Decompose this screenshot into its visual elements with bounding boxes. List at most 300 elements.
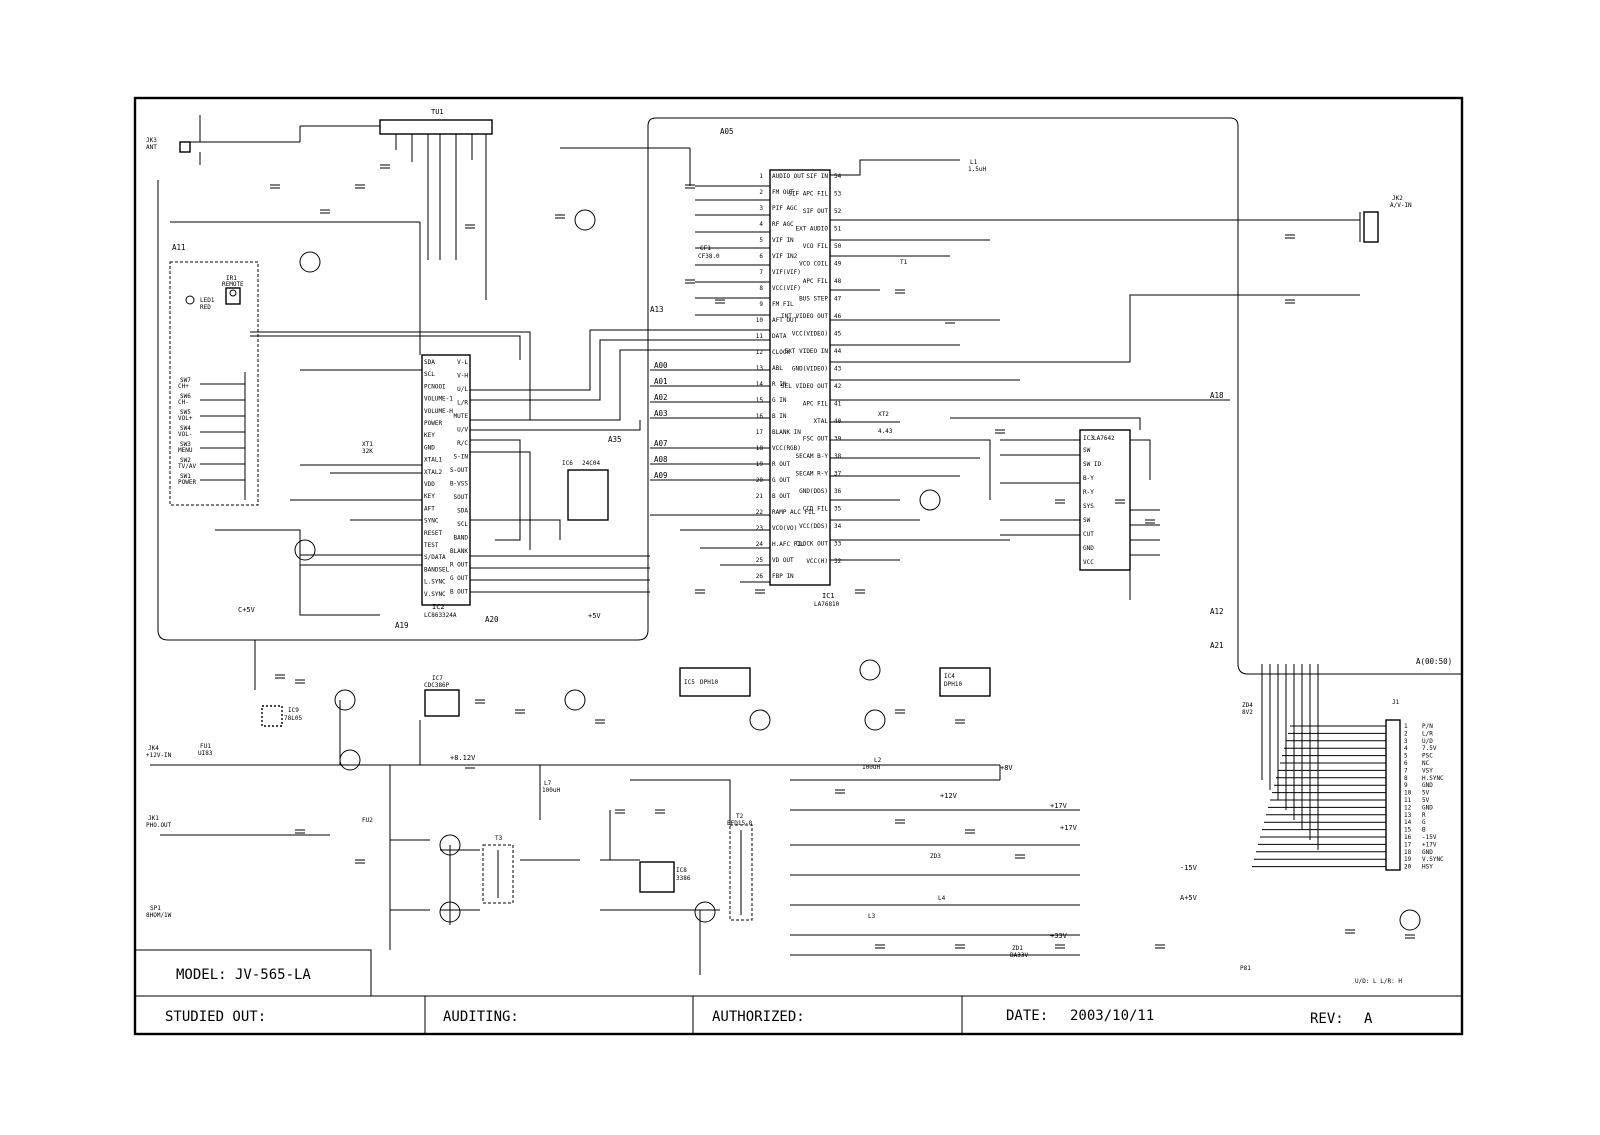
ic2-pin-label: SYNC: [424, 517, 439, 525]
ic1-pin-label: DATA: [772, 333, 787, 340]
ic2-pin-label: RESET: [424, 529, 443, 537]
svg-text:1.5uH: 1.5uH: [968, 166, 987, 173]
ic1-pin-number: 54: [834, 173, 842, 180]
svg-text:+12V-IN: +12V-IN: [146, 752, 172, 759]
voltage-label: C+5V: [238, 606, 255, 614]
connector-pin-label: GND: [1422, 782, 1433, 790]
connector-pin-number: 17: [1404, 841, 1412, 849]
key-function: VOL+: [178, 415, 193, 422]
ic1-pin-label: VCC(DDS): [799, 523, 828, 530]
connector-pin-labels: [1404, 723, 1444, 871]
svg-text:JK1: JK1: [148, 815, 159, 822]
ic1-pin-number: 47: [834, 295, 842, 303]
ic1-pin-label: VIF IN: [772, 237, 794, 244]
connector-pin-label: 5V: [1422, 789, 1430, 797]
svg-text:L2: L2: [874, 757, 882, 764]
svg-text:L1: L1: [970, 159, 978, 166]
ic1-pin-number: 48: [834, 278, 842, 285]
ic8-pwm: [640, 862, 691, 892]
ic1-pin-label: R IN: [772, 381, 787, 388]
ic2-pin-label: G OUT: [449, 575, 468, 582]
ic1-pin-label: AUDIO OUT: [772, 173, 805, 180]
ic1-pin-label: VCO FIL: [802, 243, 828, 250]
ic4-horizontal: [940, 668, 990, 696]
connector-pin-number: 2: [1404, 730, 1408, 738]
av-jack-jk2: [1360, 195, 1412, 242]
key-function: POWER: [178, 479, 197, 486]
net-label: A05: [720, 127, 734, 136]
connector-pin-number: 7: [1404, 767, 1408, 775]
ic1-pin-label: H.AFC FIL: [772, 541, 805, 548]
ic7-regulator: [424, 675, 459, 716]
ic1-pin-number: 7: [759, 269, 763, 276]
svg-text:FU2: FU2: [362, 817, 373, 824]
key-switch-ref: SW3: [180, 441, 191, 448]
connector-pin-number: 10: [1404, 789, 1412, 797]
ic1-pin-label: VCC(VIF): [772, 285, 801, 292]
ic1-pin-label: FM OUT: [772, 189, 794, 196]
transistor-body: [865, 710, 885, 730]
connector-pin-number: 18: [1404, 848, 1412, 856]
ic2-pin-label: BANDSEL: [424, 566, 450, 574]
connector-pin-number: 16: [1404, 834, 1412, 841]
ic1-pin-label: BLANK IN: [772, 429, 801, 436]
svg-text:L4: L4: [938, 895, 946, 902]
voltage-label: +33V: [1050, 932, 1067, 940]
connector-pin-number: 3: [1404, 737, 1408, 745]
ic3-pin-label: SW: [1083, 517, 1091, 524]
ic1-pin-label: GND(DDS): [799, 488, 828, 495]
transistor-body: [695, 902, 715, 922]
ic1-pin-label: EXT AUDIO: [795, 225, 828, 233]
ic1-pin-number: 50: [834, 243, 842, 250]
svg-text:IC1: IC1: [822, 592, 835, 600]
ic1-pin-number: 46: [834, 313, 842, 320]
svg-text:IC3: IC3: [1083, 435, 1094, 442]
ic3-pin-label: GND: [1083, 545, 1094, 552]
net-label: A03: [654, 409, 668, 418]
tuner-tu1: [300, 108, 492, 300]
antenna-jack-jk3: [146, 115, 300, 165]
net-label: A19: [395, 621, 409, 630]
connector-pin-label: -15V: [1422, 834, 1437, 841]
ic3-pin-label: CUT: [1083, 531, 1094, 538]
connector-pin-number: 6: [1404, 760, 1408, 767]
ic1-pin-label: VCC(VIDEO): [791, 330, 828, 338]
connector-pin-label: U/D: [1422, 737, 1433, 745]
voltage-label: +5V: [588, 612, 601, 620]
svg-text:EFD15-8: EFD15-8: [727, 820, 753, 827]
connector-pin-number: 12: [1404, 804, 1412, 812]
ic1-pin-label: VIF IN2: [772, 253, 798, 260]
ic2-pin-label: V.SYNC: [424, 590, 446, 598]
net-label: A09: [654, 471, 668, 480]
ic1-pin-number: 12: [755, 349, 763, 356]
ic1-pin-number: 19: [755, 461, 763, 468]
svg-text:8V2: 8V2: [1242, 709, 1253, 716]
ic2-pin-label: GND: [424, 444, 435, 452]
ic2-pin-label: L/R: [457, 399, 468, 407]
transistor-body: [860, 660, 880, 680]
connector-pin-number: 20: [1404, 863, 1412, 871]
voltage-label: +12V: [940, 792, 957, 800]
net-label: A35: [608, 435, 622, 444]
key-switch-ref: SW1: [180, 473, 191, 480]
voltage-label: +8.12V: [450, 754, 476, 762]
ic2-pin-label: U/L: [457, 386, 468, 393]
ic1-pin-number: 14: [755, 381, 763, 388]
ic1-pin-label: VCO COIL: [799, 260, 828, 268]
connector-pin-label: +17V: [1422, 841, 1437, 849]
net-label: A07: [654, 439, 668, 448]
ic2-pin-label: R/C: [457, 440, 468, 447]
ic2-pin-label: KEY: [424, 432, 435, 440]
ic2-pin-label: VOLUME-H: [424, 407, 453, 415]
svg-text:L3: L3: [868, 913, 876, 920]
svg-text:TU1: TU1: [431, 108, 444, 116]
voltage-labels: [238, 606, 1198, 940]
svg-text:IC8: IC8: [676, 867, 687, 874]
net-label: A13: [650, 305, 664, 314]
ic1-pin-number: 11: [755, 333, 763, 340]
ic1-pin-number: 39: [834, 435, 842, 443]
svg-text:BA33V: BA33V: [1010, 952, 1029, 959]
ic2-pin-label: U/V: [457, 426, 468, 434]
ic1-pin-number: 1: [759, 173, 763, 180]
ic1-pin-number: 3: [759, 205, 763, 212]
voltage-label: +17V: [1050, 802, 1067, 810]
ic1-pin-number: 38: [834, 453, 842, 460]
ic2-pin-label: BLANK: [449, 548, 468, 555]
ic1-pin-number: 32: [834, 558, 842, 565]
svg-text:PHO.OUT: PHO.OUT: [146, 822, 172, 829]
model-label: MODEL: JV-565-LA: [176, 967, 311, 983]
ic3-pin-label: SW ID: [1083, 461, 1102, 468]
ic1-pin-number: 4: [759, 221, 763, 228]
svg-text:4.43: 4.43: [878, 428, 893, 435]
svg-text:IC7: IC7: [432, 675, 443, 682]
svg-text:IC2: IC2: [432, 603, 445, 611]
ic5-vertical: [680, 668, 750, 696]
ic1-pin-number: 41: [834, 400, 842, 408]
svg-text:P81: P81: [1240, 965, 1251, 972]
net-label: A21: [1210, 641, 1224, 650]
transistor-body: [565, 690, 585, 710]
svg-text:IC9: IC9: [288, 707, 299, 714]
ic1-pin-number: 37: [834, 470, 842, 478]
ic1-pin-label: ABL: [772, 365, 783, 372]
ic2-pin-label: TEST: [424, 542, 439, 549]
ic1-pin-number: 5: [759, 237, 763, 244]
ic2-pin-label: V-L: [457, 359, 468, 366]
ic9-78l05: [262, 706, 302, 726]
ic1-pin-number: 34: [834, 523, 842, 530]
svg-text:IC4: IC4: [944, 673, 955, 680]
led1: [186, 296, 215, 311]
ic1-pin-number: 49: [834, 260, 842, 268]
ic1-pin-label: VCC(H): [806, 558, 828, 565]
svg-text:LED1: LED1: [200, 297, 215, 304]
svg-text:78L05: 78L05: [284, 715, 303, 722]
svg-text:ZD1: ZD1: [1012, 945, 1023, 952]
svg-text:32K: 32K: [362, 448, 373, 455]
auditing-label: AUDITING:: [443, 1009, 519, 1025]
ic2-pin-label: L.SYNC: [424, 578, 446, 586]
connector-pin-number: 13: [1404, 811, 1412, 819]
ic1-pin-number: 42: [834, 383, 842, 390]
ic1-pin-number: 2: [759, 189, 763, 196]
ic2-pin-label: POWER: [424, 420, 443, 427]
ic1-pin-number: 52: [834, 208, 842, 215]
ic2-pin-label: R OUT: [449, 561, 468, 569]
svg-text:UI83: UI83: [198, 750, 213, 757]
connector-pin-label: G: [1422, 819, 1426, 827]
transistor-body: [1400, 910, 1420, 930]
ic1-pin-label: RAMP ALC FIL: [772, 509, 816, 516]
connector-pin-number: 14: [1404, 819, 1412, 827]
net-label: A18: [1210, 391, 1224, 400]
connector-pin-label: H.SYNC: [1422, 774, 1444, 782]
svg-text:100uH: 100uH: [862, 764, 881, 771]
ic1-pin-label: B IN: [772, 413, 787, 420]
ic1-pin-number: 40: [834, 418, 842, 425]
ic1-pin-label: SIF IN: [806, 173, 828, 180]
ic1-pin-label: XTAL: [813, 418, 828, 425]
svg-text:IC6: IC6: [562, 460, 573, 467]
svg-text:T3: T3: [495, 835, 503, 842]
ic2-pin-label: SDA: [457, 507, 468, 515]
ic1-pin-number: 43: [834, 365, 842, 373]
key-switch-ref: SW6: [180, 393, 191, 400]
ic1-pin-label: RF AGC: [772, 221, 794, 228]
svg-text:XT2: XT2: [878, 411, 889, 418]
ic2-pin-label: XTAL1: [424, 456, 443, 464]
svg-text:CF38.0: CF38.0: [698, 253, 720, 260]
svg-text:JK3: JK3: [146, 137, 157, 144]
ic1-pin-label: VD OUT: [772, 557, 794, 564]
rev-label: REV:: [1310, 1011, 1344, 1027]
key-switch-ref: SW4: [180, 425, 191, 432]
key-function: CH+: [178, 383, 189, 390]
connector-pin-label: HSY: [1422, 863, 1433, 871]
ic1-pin-label: BUS STEP: [799, 295, 828, 303]
ic1-pin-number: 44: [834, 348, 842, 355]
svg-text:CF1: CF1: [700, 245, 711, 252]
ic1-pin-number: 6: [759, 253, 763, 260]
connector-pin-label: NC: [1422, 760, 1430, 767]
transistor-body: [340, 750, 360, 770]
ic2-pin-label: SCL: [424, 371, 435, 379]
connector-pin-number: 19: [1404, 856, 1412, 864]
voltage-label: A+5V: [1180, 894, 1197, 902]
ic1-pin-number: 21: [755, 493, 763, 500]
ic2-pin-label: B OUT: [449, 588, 468, 596]
key-switch-ref: SW5: [180, 409, 191, 416]
voltage-label: -15V: [1180, 864, 1197, 872]
date-label: DATE:: [1006, 1008, 1049, 1024]
ic2-pin-label: PCNOOI: [424, 383, 446, 391]
svg-text:LA7642: LA7642: [1093, 435, 1115, 442]
ic1-pin-number: 25: [755, 557, 763, 564]
ic6-eeprom: [562, 460, 608, 520]
connector-pin-number: 5: [1404, 752, 1408, 760]
connector-pin-label: PSC: [1422, 752, 1433, 760]
ic2-pin-label: B-VSS: [449, 480, 468, 488]
connector-pin-number: 4: [1404, 745, 1408, 753]
date-value: 2003/10/11: [1070, 1008, 1155, 1024]
svg-text:RED: RED: [200, 304, 211, 311]
svg-text:IC5: IC5: [684, 679, 695, 686]
svg-text:DPH10: DPH10: [700, 679, 719, 686]
ic1-pin-label: PIF AGC: [772, 205, 798, 212]
svg-text:T1: T1: [900, 259, 908, 266]
ic2-pin-label: BAND: [453, 534, 468, 542]
net-label: A01: [654, 377, 668, 386]
connector-pin-label: L/R: [1422, 730, 1433, 738]
ic1-pin-number: 13: [755, 365, 763, 372]
ic1-pin-label: CLOCK: [772, 349, 791, 356]
ic1-pin-label: INT VIDEO OUT: [781, 313, 828, 320]
connector-pin-number: 1: [1404, 723, 1408, 730]
ic3-pin-label: B-Y: [1083, 475, 1094, 482]
ic1-pin-label: SIF APC FIL: [788, 190, 828, 198]
voltage-label: +8V: [1000, 764, 1013, 772]
ic1-pin-number: 23: [755, 525, 763, 532]
key-switch-ref: SW2: [180, 457, 191, 464]
net-label: A20: [485, 615, 499, 624]
ic1-pin-number: 45: [834, 330, 842, 338]
studied-out-label: STUDIED OUT:: [165, 1009, 267, 1025]
ic1-pin-label: GND(VIDEO): [791, 365, 828, 373]
transistor-body: [335, 690, 355, 710]
ic2-pin-label: MUTE: [453, 413, 468, 420]
ic1-pin-label: SEL VIDEO OUT: [781, 383, 828, 390]
svg-text:JK2: JK2: [1392, 195, 1403, 202]
net-label: A12: [1210, 607, 1224, 616]
net-label: A(00:50): [1416, 657, 1453, 666]
ic1-pin-label: B OUT: [772, 493, 791, 500]
ic1-pin-label: AFT OUT: [772, 317, 798, 324]
svg-text:LC863324A: LC863324A: [424, 612, 457, 619]
ic1-pin-number: 8: [759, 285, 763, 292]
ic2-pin-label: AFT: [424, 505, 435, 513]
ic1-pin-label: G IN: [772, 397, 787, 404]
svg-text:CDC386P: CDC386P: [424, 682, 450, 689]
svg-text:3386: 3386: [676, 875, 691, 882]
rev-value: A: [1364, 1011, 1373, 1027]
connector-pin-label: V.SYNC: [1422, 856, 1444, 864]
connector-pin-number: 8: [1404, 774, 1408, 782]
svg-text:ZD3: ZD3: [930, 853, 941, 860]
connector-wiring: [1252, 664, 1386, 867]
svg-text:8HOM/1W: 8HOM/1W: [146, 912, 172, 919]
ic1-pin-label: G OUT: [772, 477, 791, 484]
ic1-pin-number: 53: [834, 190, 842, 198]
remote-receiver: [222, 275, 244, 304]
ic1-pin-number: 17: [755, 429, 763, 436]
connector-pin-number: 15: [1404, 826, 1412, 834]
ic2-pin-label: S-IN: [453, 453, 468, 461]
ic2-pin-label: VDD: [424, 481, 435, 488]
ic2-pin-label: SCL: [457, 521, 468, 528]
ic1-pin-label: VCC(RGB): [772, 445, 801, 452]
svg-text:JK4: JK4: [148, 745, 159, 752]
svg-text:T2: T2: [736, 813, 744, 820]
connector-pin-number: 11: [1404, 797, 1412, 804]
svg-text:IR1: IR1: [226, 275, 237, 282]
transistor-body: [300, 252, 320, 272]
ic1-pin-number: 36: [834, 488, 842, 495]
net-label: A02: [654, 393, 668, 402]
ic2-pin-label: S-OUT: [449, 467, 468, 474]
ic1-pin-number: 18: [755, 445, 763, 452]
ic1-pin-label: CLOCK OUT: [795, 540, 828, 548]
svg-text:ANT: ANT: [146, 144, 157, 151]
key-function: VOL-: [178, 431, 193, 438]
key-switch-ref: SW7: [180, 377, 191, 384]
connector-pin-label: 5V: [1422, 797, 1430, 804]
ic2-pin-label: VOLUME-1: [424, 395, 453, 403]
ic1-pin-label: VCO(VO): [772, 525, 798, 532]
ic1-pin-label: FM FIL: [772, 301, 794, 308]
connector-pin-label: R: [1422, 811, 1426, 819]
ic1-pin-label: CCD FIL: [802, 505, 828, 513]
ic1-pin-number: 16: [755, 413, 763, 420]
ic3-pin-label: VCC: [1083, 559, 1094, 566]
connector-pin-label: GND: [1422, 804, 1433, 812]
ic1-pin-label: FSC OUT: [802, 435, 828, 443]
connector-pin-number: 9: [1404, 782, 1408, 790]
transistor-body: [295, 540, 315, 560]
svg-text:A/V-IN: A/V-IN: [1390, 202, 1412, 209]
voltage-label: +17V: [1060, 824, 1077, 832]
svg-text:100uH: 100uH: [542, 787, 561, 794]
net-label: A08: [654, 455, 668, 464]
ic1-pin-label: SECAM R-Y: [795, 470, 828, 478]
key-function: TV/AV: [178, 463, 197, 470]
svg-text:SP1: SP1: [150, 905, 161, 912]
ic1-pin-label: VIF(VIF): [772, 269, 801, 276]
ic1-pin-label: SIF OUT: [802, 208, 828, 215]
ic1-pin-number: 26: [755, 573, 763, 580]
ic1-pin-number: 15: [755, 397, 763, 404]
transistor-body: [920, 490, 940, 510]
transformer-t2: [727, 813, 753, 920]
ic1-pin-label: SECAM B-Y: [795, 453, 828, 460]
ic3-pin-label: SYS: [1083, 503, 1094, 510]
connector-pin-label: B: [1422, 826, 1426, 834]
transistor-body: [575, 210, 595, 230]
svg-text:24C04: 24C04: [582, 460, 601, 467]
ic1-pin-number: 22: [755, 509, 763, 516]
ic3-pin-label: R-Y: [1083, 489, 1094, 496]
ic2-pin-label: KEY: [424, 493, 435, 501]
ic1-pin-number: 51: [834, 225, 842, 233]
connector-pin-label: VSY: [1422, 767, 1433, 775]
ic1-pin-number: 10: [755, 317, 763, 324]
ic1-pin-label: APC FIL: [802, 400, 828, 408]
ic1-pin-label: APC FIL: [802, 278, 828, 285]
ic1-pin-number: 24: [755, 541, 763, 548]
transistor-body: [750, 710, 770, 730]
ic2-pin-label: S/DATA: [424, 554, 446, 562]
svg-text:FU1: FU1: [200, 743, 211, 750]
svg-text:J1: J1: [1392, 699, 1400, 706]
connector-j1: [1386, 699, 1400, 870]
ic1-pin-label: EXT VIDEO IN: [784, 348, 828, 355]
authorized-label: AUTHORIZED:: [712, 1009, 805, 1025]
ic1-pin-number: 33: [834, 540, 842, 548]
